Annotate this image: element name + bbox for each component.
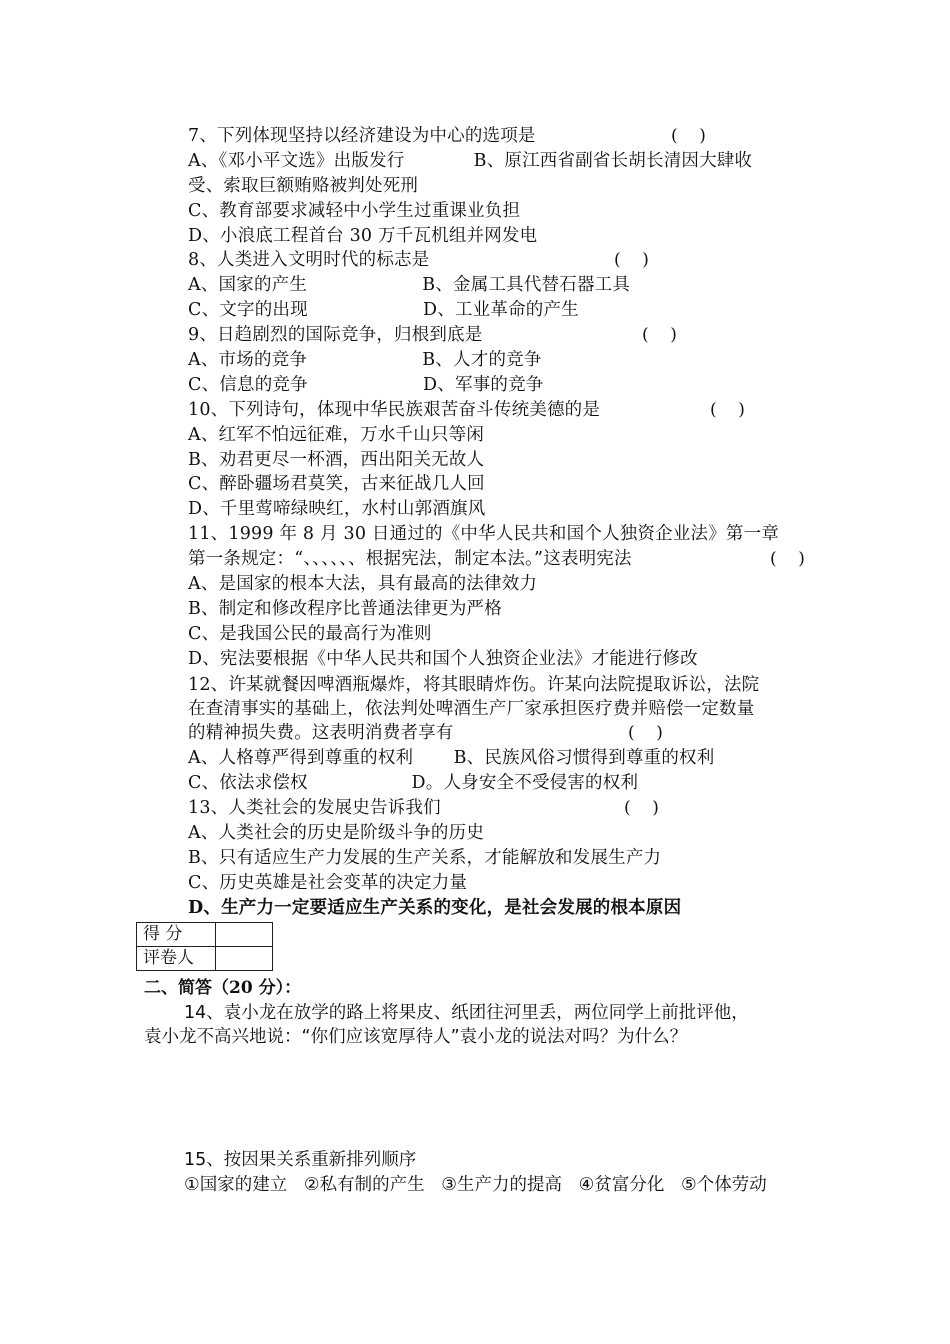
q12-stem-line3: 的精神损失费。这表明消费者享有 <box>188 723 454 743</box>
q7-option-d: D、小浪底工程首台 30 万千瓦机组并网发电 <box>188 226 538 246</box>
q13-answer-bracket: ( ) <box>624 798 659 818</box>
q11-answer-bracket: ( ) <box>770 549 805 569</box>
q9-stem: 9、日趋剧烈的国际竞争，归根到底是 <box>188 325 483 345</box>
q11-option-c: C、是我国公民的最高行为准则 <box>188 624 432 644</box>
q12-options-ab: A、人格尊严得到尊重的权利 B、民族风俗习惯得到尊重的权利 <box>188 748 715 768</box>
q15-title: 15、按因果关系重新排列顺序 <box>184 1150 417 1170</box>
q13-stem: 13、人类社会的发展史告诉我们 <box>188 798 441 818</box>
q14-line1: 14、袁小龙在放学的路上将果皮、纸团往河里丢，两位同学上前批评他， <box>184 1003 749 1023</box>
q9-answer-bracket: ( ) <box>642 325 677 345</box>
q8-answer-bracket: ( ) <box>614 250 649 270</box>
q7-options-ab: A、《邓小平文选》出版发行 B、原江西省副省长胡长清因大肆收 <box>188 151 753 171</box>
q11-stem-line2: 第一条规定：“、、、、、、根据宪法，制定本法。”这表明宪法 <box>188 549 632 569</box>
q11-option-d: D、宪法要根据《中华人民共和国个人独资企业法》才能进行修改 <box>188 649 698 669</box>
q13-option-a: A、人类社会的历史是阶级斗争的历史 <box>188 823 485 843</box>
q8-stem: 8、人类进入文明时代的标志是 <box>188 250 430 270</box>
score-row <box>137 923 273 947</box>
q12-options-cd: C、依法求偿权 D。人身安全不受侵害的权利 <box>188 773 639 793</box>
q11-option-a: A、是国家的根本大法，具有最高的法律效力 <box>188 574 538 594</box>
q7-answer-bracket: ( ) <box>671 126 706 146</box>
q8-options-ab: A、国家的产生 B、金属工具代替石器工具 <box>188 275 631 295</box>
q10-stem: 10、下列诗句，体现中华民族艰苦奋斗传统美德的是 <box>188 400 601 420</box>
q8-options-cd: C、文字的出现 D、工业革命的产生 <box>188 300 579 320</box>
grader-label: 评卷人 <box>137 947 216 971</box>
q10-option-d: D、千里莺啼绿映红，水村山郭酒旗风 <box>188 499 486 519</box>
section-2-title: 二、简答（20 分）： <box>144 978 302 998</box>
q10-answer-bracket: ( ) <box>710 400 745 420</box>
q15-items: ①国家的建立 ②私有制的产生 ③生产力的提高 ④贫富分化 ⑤个体劳动 <box>184 1175 767 1195</box>
q10-option-b: B、劝君更尽一杯酒，西出阳关无故人 <box>188 450 485 470</box>
grader-row <box>137 947 273 971</box>
q12-answer-bracket: ( ) <box>628 723 663 743</box>
q13-option-d: D、生产力一定要适应生产关系的变化，是社会发展的根本原因 <box>188 898 682 918</box>
q12-stem-line2: 在查清事实的基础上，依法判处啤酒生产厂家承担医疗费并赔偿一定数量 <box>188 699 755 719</box>
q7-option-c: C、教育部要求减轻中小学生过重课业负担 <box>188 201 521 221</box>
q9-options-cd: C、信息的竞争 D、军事的竞争 <box>188 375 544 395</box>
q13-option-b: B、只有适应生产力发展的生产关系，才能解放和发展生产力 <box>188 848 662 868</box>
score-box <box>136 922 273 971</box>
q10-option-c: C、醉卧疆场君莫笑，古来征战几人回 <box>188 474 485 494</box>
q11-stem-line1: 11、1999 年 8 月 30 日通过的《中华人民共和国个人独资企业法》第一章 <box>188 524 780 544</box>
score-label: 得 分 <box>137 923 216 947</box>
q7-stem: 7、下列体现坚持以经济建设为中心的选项是 <box>188 126 536 146</box>
grader-value-cell[interactable] <box>216 947 273 971</box>
score-value-cell[interactable] <box>216 923 273 947</box>
q7-option-b-cont: 受、索取巨额贿赂被判处死刑 <box>188 176 419 196</box>
q12-stem-line1: 12、许某就餐因啤酒瓶爆炸，将其眼睛炸伤。许某向法院提取诉讼，法院 <box>188 675 760 695</box>
q14-line2: 袁小龙不高兴地说：“你们应该宽厚待人”袁小龙的说法对吗？为什么？ <box>144 1027 688 1047</box>
q10-option-a: A、红军不怕远征难，万水千山只等闲 <box>188 425 485 445</box>
q11-option-b: B、制定和修改程序比普通法律更为严格 <box>188 599 502 619</box>
q9-options-ab: A、市场的竞争 B、人才的竞争 <box>188 350 542 370</box>
q13-option-c: C、历史英雄是社会变革的决定力量 <box>188 873 468 893</box>
